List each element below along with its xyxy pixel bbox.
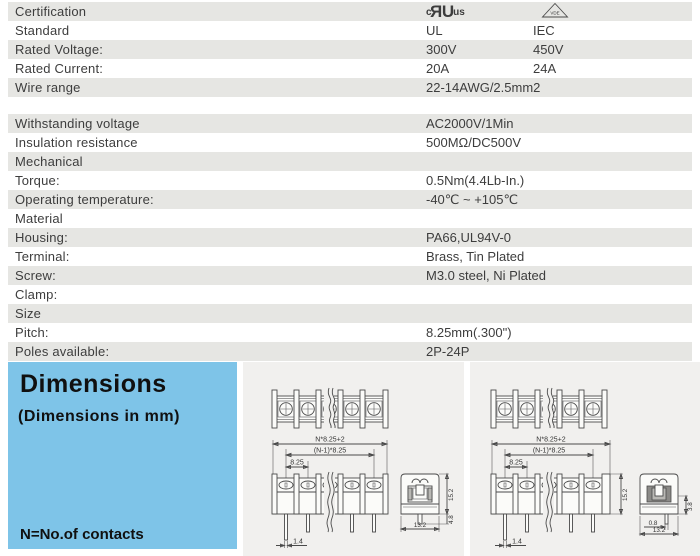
- spec-value-1: -40℃ ~ +105℃: [426, 191, 519, 207]
- spec-value-1: 8.25mm(.300"): [426, 325, 512, 340]
- dim-depth: 13.2: [652, 527, 666, 534]
- dim-pin-width: 1.4: [293, 538, 303, 546]
- spec-label: Material: [15, 211, 63, 226]
- row-operating-temperature: [8, 190, 692, 209]
- row-certification: [8, 2, 692, 21]
- row-pitch: [8, 323, 692, 342]
- vde-triangle-icon: [541, 2, 569, 19]
- spec-label: Mechanical: [15, 154, 83, 169]
- drawing-panel-right: [470, 362, 700, 556]
- dimensions-header-panel: [8, 362, 237, 549]
- spec-label: Operating temperature:: [15, 192, 154, 207]
- vde-label: VDE: [550, 10, 560, 15]
- row-housing: [8, 228, 692, 247]
- row-clamp: [8, 285, 692, 304]
- dim-overall: N*8.25+2: [536, 436, 566, 444]
- spec-value-1: 500MΩ/DC500V: [426, 135, 521, 150]
- row-rated-voltage: [8, 40, 692, 59]
- row-withstanding-voltage: [8, 114, 692, 133]
- spec-label: Torque:: [15, 173, 60, 188]
- side-view: [401, 474, 455, 532]
- spec-label: Wire range: [15, 80, 81, 95]
- row-standard: [8, 21, 692, 40]
- spec-value-1: 2P-24P: [426, 344, 470, 359]
- spec-label: Rated Voltage:: [15, 42, 104, 57]
- spec-label: Rated Current:: [15, 61, 104, 76]
- spec-value-1: 0.5Nm(4.4Lb-In.): [426, 173, 525, 188]
- spec-value-1: [426, 3, 533, 20]
- dim-overall: N*8.25+2: [315, 436, 345, 444]
- terminal-block-drawing-right: [470, 362, 700, 556]
- spec-label: Clamp:: [15, 287, 58, 302]
- dimensions-title: Dimensions: [20, 370, 167, 398]
- drawing-panel-left: [243, 362, 464, 556]
- spec-label: Housing:: [15, 230, 68, 245]
- row-material: [8, 209, 692, 228]
- row-terminal: [8, 247, 692, 266]
- row-wire-range: [8, 78, 692, 97]
- spec-value-1: 300V: [426, 42, 457, 57]
- spec-label: Size: [15, 306, 42, 321]
- top-view: [272, 388, 388, 430]
- spec-label: Screw:: [15, 268, 56, 283]
- spec-value-1: PA66,UL94V-0: [426, 230, 512, 245]
- spec-label: Insulation resistance: [15, 135, 138, 150]
- terminal-block-drawing-left: [243, 362, 464, 556]
- spec-label: Standard: [15, 23, 70, 38]
- dimensions-subtitle: (Dimensions in mm): [18, 408, 180, 425]
- dim-centers: (N-1)*8.25: [313, 447, 347, 455]
- dim-pin-length: 4.8: [448, 515, 455, 524]
- spec-label: Withstanding voltage: [15, 116, 140, 131]
- top-view: [491, 388, 607, 430]
- dim-pin-thickness: 0.8: [648, 520, 658, 527]
- row-torque: [8, 171, 692, 190]
- dim-pin-width: 1.4: [512, 538, 522, 546]
- dim-clamp-depth: 3.8: [687, 502, 694, 511]
- spec-value-2: 450V: [533, 42, 564, 57]
- spec-value-1: 20A: [426, 61, 450, 76]
- ul-monogram-u: U: [441, 2, 453, 21]
- cul-prefix: c: [426, 7, 432, 18]
- cul-us-logo-icon: [426, 3, 465, 20]
- row-size: [8, 304, 692, 323]
- spec-value-2: [533, 2, 692, 22]
- cul-suffix: us: [453, 7, 465, 18]
- dim-height: 15.2: [448, 488, 455, 501]
- row-mechanical: [8, 152, 692, 171]
- row-insulation-resistance: [8, 133, 692, 152]
- spec-label: Terminal:: [15, 249, 70, 264]
- spec-label: Pitch:: [15, 325, 49, 340]
- row-rated-current: [8, 59, 692, 78]
- row-screw: [8, 266, 692, 285]
- front-view: [491, 437, 629, 549]
- ul-monogram: R: [431, 2, 442, 21]
- dim-pitch: 8.25: [509, 459, 523, 467]
- front-view: [272, 437, 388, 549]
- row-poles-available: [8, 342, 692, 361]
- spec-value-1: 22-14AWG/2.5mm2: [426, 80, 541, 95]
- side-view: [640, 474, 694, 536]
- spec-label: Poles available:: [15, 344, 110, 359]
- spec-value-1: Brass, Tin Plated: [426, 249, 525, 264]
- dim-depth: 13.2: [413, 522, 427, 529]
- spec-label: Certification: [15, 4, 87, 19]
- dim-height: 15.2: [622, 488, 629, 501]
- spec-value-2: IEC: [533, 23, 555, 38]
- spec-value-1: M3.0 steel, Ni Plated: [426, 268, 546, 283]
- spec-value-1: AC2000V/1Min: [426, 116, 514, 131]
- contacts-note: N=No.of contacts: [20, 526, 144, 543]
- dim-pitch: 8.25: [290, 459, 304, 467]
- spec-value-2: 24A: [533, 61, 557, 76]
- spec-value-1: UL: [426, 23, 443, 38]
- dim-centers: (N-1)*8.25: [532, 447, 566, 455]
- spec-table: [8, 2, 692, 361]
